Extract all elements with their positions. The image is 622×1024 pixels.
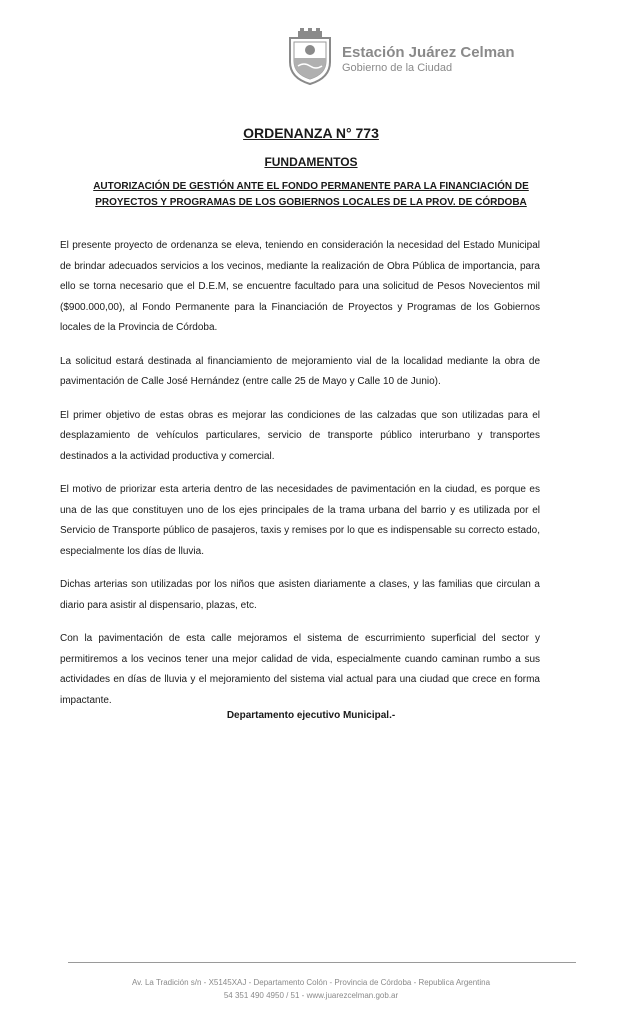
footer-address: Av. La Tradición s/n - X5145XAJ - Departamento Colón - Provincia de Córdoba - Republica Argentina xyxy=(131,978,491,987)
section-heading: FUNDAMENTOS xyxy=(264,155,358,169)
paragraph: El primer objetivo de estas obras es mejorar las condiciones de las calzadas que son utilizadas para el desplazamiento de vehículos particulares, servicio de transporte público interurbano y transportes destinados a la actividad productiva y comercial. xyxy=(60,409,540,462)
org-subtitle: Gobierno de la Ciudad xyxy=(342,62,453,74)
footer-contact: 54 351 490 4950 / 51 - www.juarezcelman.gob.ar xyxy=(223,991,399,1000)
footer-divider xyxy=(68,962,576,963)
ordinance-title: ORDENANZA N° 773 xyxy=(243,125,379,141)
paragraph: El presente proyecto de ordenanza se eleva, teniendo en consideración la necesidad del Estado Municipal de brindar adecuados servicios a los vecinos, mediante la realización de Obra Pública de importancia, para ello se torna necesario que el D.E.M, se encuentre facultado para una solicitud de Pesos Novecientos mil ($900.000,00), al Fondo Permanente para la Financiación de Proyectos y Programas de los Gobiernos locales de la Provincia de Córdoba. xyxy=(60,240,540,333)
paragraph: Dichas arterias son utilizadas por los niños que asisten diariamente a clases, y las familias que circulan a diario para asistir al dispensario, plazas, etc. xyxy=(60,579,540,611)
org-name: Estación Juárez Celman xyxy=(342,44,515,61)
paragraph: La solicitud estará destinada al financiamiento de mejoramiento vial de la localidad mediante la obra de pavimentación de Calle José Hernández (entre calle 25 de Mayo y Calle 10 de Junio). xyxy=(60,355,540,387)
letterhead xyxy=(284,28,514,88)
ordinance-subject: AUTORIZACIÓN DE GESTIÓN ANTE EL FONDO PERMANENTE PARA LA FINANCIACIÓN DE PROYECTOS Y PROGRAMAS DE LOS GOBIERNOS LOCALES DE LA PROV. DE CÓRDOBA xyxy=(93,181,529,208)
signature: Departamento ejecutivo Municipal.- xyxy=(226,710,396,721)
document-body xyxy=(60,236,540,724)
paragraph: El motivo de priorizar esta arteria dentro de las necesidades de pavimentación en la ciudad, es porque es una de las que constituyen uno de los ejes principales de la trama urbana del barrio y es utilizada por el Servicio de Transporte público de pasajeros, taxis y remises por lo que es indispensable su correcto estado, especialmente los días de lluvia. xyxy=(60,484,540,557)
paragraph: Con la pavimentación de esta calle mejoramos el sistema de escurrimiento superficial del sector y permitiremos a los vecinos tener una mejor calidad de vida, especialmente cuando caminan rumbo a sus actividades en días de lluvia y el mejoramiento del sistema vial actual para una ciudad que crece en forma impactante. xyxy=(60,633,540,706)
municipal-seal-icon xyxy=(284,28,336,86)
